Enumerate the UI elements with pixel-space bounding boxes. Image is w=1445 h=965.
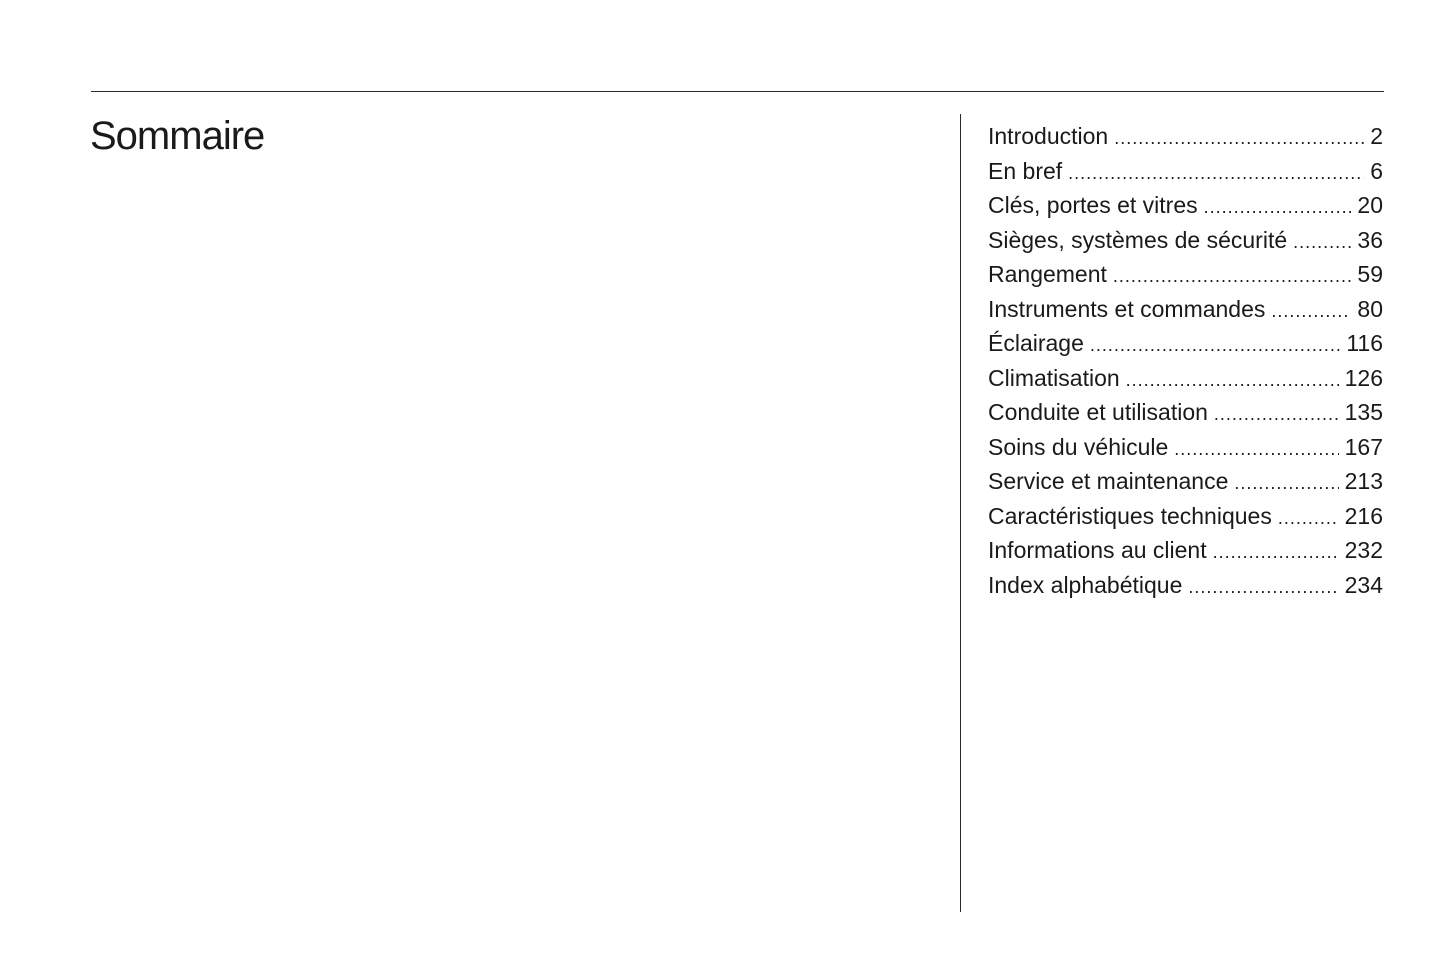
toc-entry-page: 20	[1357, 192, 1383, 218]
toc-entry-label: Soins du véhicule	[988, 433, 1169, 460]
toc-entry-caracteristiques-techniques[interactable]	[988, 499, 1383, 534]
toc-entry-page: 2	[1370, 123, 1383, 149]
header-rule	[91, 91, 1384, 92]
toc-entry-page: 59	[1357, 261, 1383, 287]
toc-entry-label: Sièges, systèmes de sécurité	[988, 226, 1288, 253]
toc-entry-label: Informations au client	[988, 537, 1207, 563]
toc-entry-page: 234	[1344, 571, 1383, 598]
toc-entry-instruments-commandes[interactable]	[988, 292, 1383, 327]
toc-entry-eclairage[interactable]	[988, 326, 1383, 361]
toc-entry-page: 36	[1357, 226, 1383, 253]
toc-entry-page: 216	[1344, 502, 1383, 529]
toc-entry-label: Instruments et commandes	[988, 295, 1266, 322]
toc-entry-index-alphabetique[interactable]	[988, 568, 1383, 603]
toc-dot-leader	[1293, 225, 1351, 260]
toc-dot-leader	[1214, 397, 1339, 432]
toc-dot-leader	[1271, 294, 1351, 329]
toc-entry-page: 167	[1344, 433, 1383, 460]
toc-entry-page: 135	[1344, 399, 1383, 425]
column-divider	[960, 114, 961, 912]
toc-dot-leader	[1174, 432, 1338, 467]
toc-entry-label: Rangement	[988, 261, 1107, 287]
toc-dot-leader	[1234, 466, 1338, 501]
toc-dot-leader	[1278, 501, 1339, 536]
toc-entry-label: Introduction	[988, 123, 1109, 149]
toc-entry-page: 232	[1344, 537, 1383, 563]
toc-entry-label: Service et maintenance	[988, 468, 1229, 494]
toc-dot-leader	[1114, 121, 1364, 156]
toc-entry-soins-vehicule[interactable]	[988, 430, 1383, 465]
toc-entry-informations-client[interactable]	[988, 533, 1383, 568]
toc-entry-label: Conduite et utilisation	[988, 399, 1208, 425]
toc-entry-en-bref[interactable]	[988, 154, 1383, 189]
toc-dot-leader	[1204, 190, 1352, 225]
toc-entry-label: En bref	[988, 157, 1063, 184]
toc-entry-label: Clés, portes et vitres	[988, 192, 1198, 218]
toc-entry-page: 126	[1344, 364, 1383, 391]
toc-entry-label: Caractéristiques techniques	[988, 502, 1272, 529]
toc-entry-climatisation[interactable]	[988, 361, 1383, 396]
toc-entry-page: 116	[1346, 330, 1383, 356]
toc-entry-service-maintenance[interactable]	[988, 464, 1383, 499]
toc-entry-conduite-utilisation[interactable]	[988, 395, 1383, 430]
toc-entry-label: Index alphabétique	[988, 571, 1183, 598]
toc-entry-rangement[interactable]	[988, 257, 1383, 292]
toc-dot-leader	[1213, 535, 1339, 570]
toc-dot-leader	[1090, 328, 1340, 363]
toc-entry-introduction[interactable]	[988, 119, 1383, 154]
toc-entry-page: 6	[1370, 157, 1383, 184]
toc-dot-leader	[1126, 363, 1339, 398]
toc-dot-leader	[1188, 570, 1338, 605]
toc-entry-sieges-securite[interactable]	[988, 223, 1383, 258]
toc-dot-leader	[1113, 259, 1351, 294]
toc-entry-page: 80	[1357, 295, 1383, 322]
toc-dot-leader	[1068, 156, 1364, 191]
toc-entry-label: Climatisation	[988, 364, 1120, 391]
toc-entry-page: 213	[1344, 468, 1383, 494]
toc-entry-label: Éclairage	[988, 330, 1084, 356]
toc-entry-cles-portes-vitres[interactable]	[988, 188, 1383, 223]
table-of-contents	[988, 119, 1383, 602]
page-title: Sommaire	[90, 114, 265, 158]
